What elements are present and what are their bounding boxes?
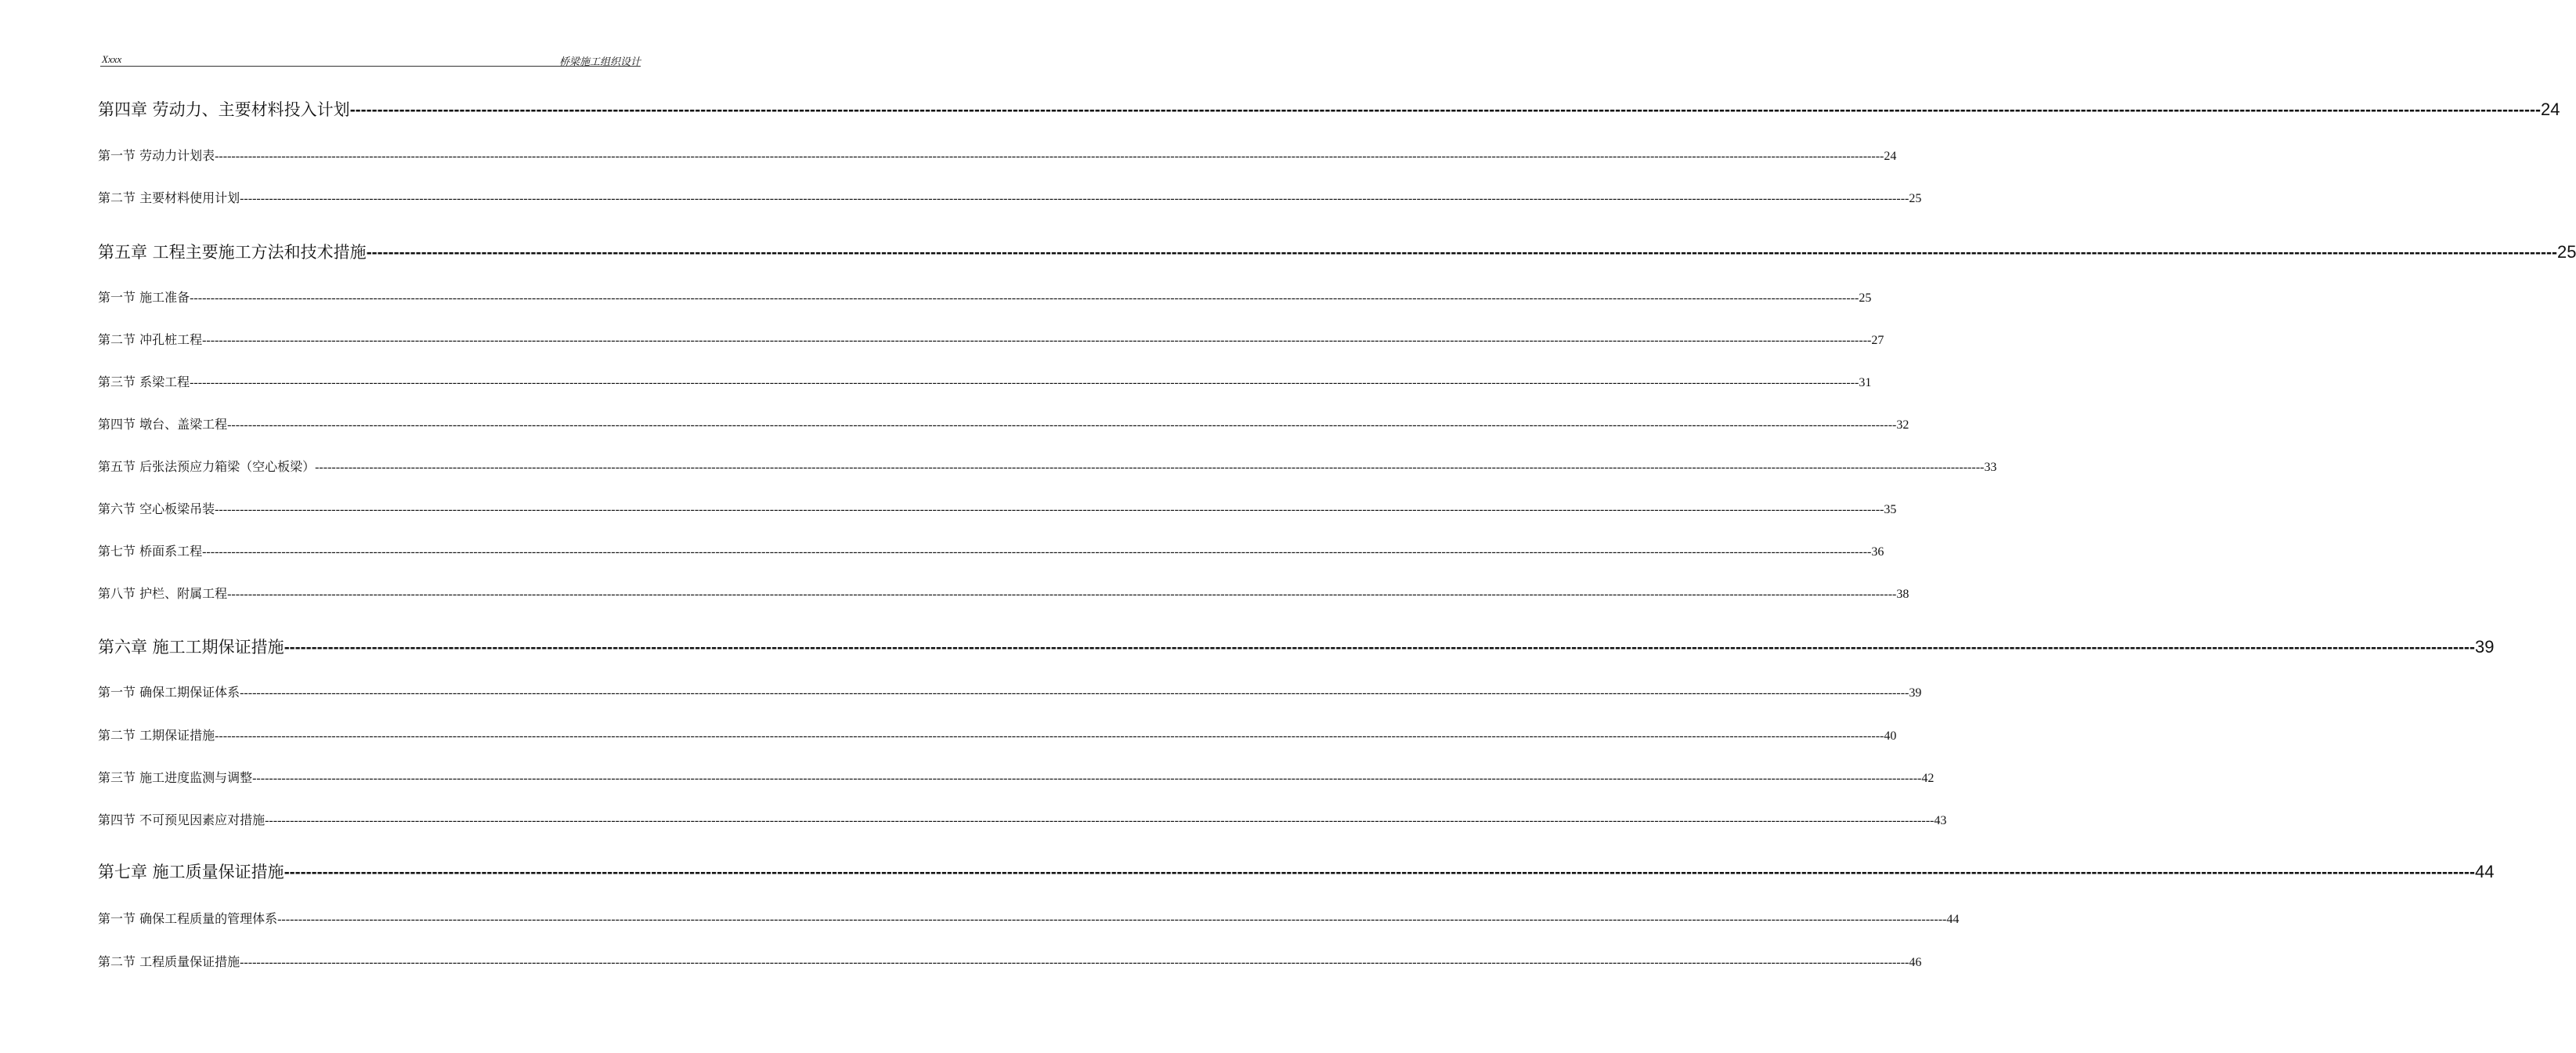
toc-entry-title: 第七节 桥面系工程: [98, 544, 203, 559]
toc-page-number: 39: [2474, 637, 2495, 657]
toc-page-number: 40: [1884, 729, 1897, 743]
toc-leader-dashes: ----------------------------------------------------------------------------------------------------------------------------------------------------------------------------------------------------------------------------------------------------------------------------------------------------------------------------------------------------------------------------------------------------------------: [252, 772, 1922, 785]
toc-chapter-entry[interactable]: [98, 240, 2576, 263]
toc-entry-title: 第七章 施工质量保证措施: [98, 863, 284, 881]
toc-entry-title: 第五章 工程主要施工方法和技术措施: [98, 243, 367, 262]
toc-entry-title: 第六章 施工工期保证措施: [98, 638, 284, 657]
header-document-title: 桥梁施工组织设计: [558, 56, 641, 67]
toc-section-entry[interactable]: [98, 330, 1884, 347]
toc-page-number: 42: [1921, 772, 1935, 785]
toc-leader-dashes: ----------------------------------------------------------------------------------------------------------------------------------------------------------------------------------------------------------------------------------------------------------------------------------------------------------------------------------------------------------------------------------------------------------------: [315, 461, 1985, 474]
toc-page-number: 32: [1896, 418, 1909, 432]
toc-leader-dashes: ----------------------------------------------------------------------------------------------------------------------------------------------------------------------------------------------------------------------------------------------------------------------------------------------------------------------------------------------------------------------------------------------------------------: [190, 376, 1859, 389]
toc-section-entry[interactable]: [98, 682, 1922, 700]
toc-entry-title: 第四章 劳动力、主要材料投入计划: [98, 100, 350, 119]
header-left-text: Xxxx: [102, 53, 122, 65]
toc-leader-dashes: ----------------------------------------------------------------------------------------------------------------------------------------------------------------------------------------------------------------------------------------------------------------------------------------------------------------------------------------------------------------------------------------------------------------: [349, 101, 2541, 119]
toc-leader-dashes: ----------------------------------------------------------------------------------------------------------------------------------------------------------------------------------------------------------------------------------------------------------------------------------------------------------------------------------------------------------------------------------------------------------------: [284, 639, 2475, 657]
toc-entry-title: 第一节 施工准备: [98, 290, 190, 305]
toc-entry-title: 第二节 工期保证措施: [98, 728, 215, 743]
toc-entry-title: 第一节 劳动力计划表: [98, 148, 215, 163]
toc-page-number: 25: [1909, 192, 1922, 205]
toc-page-number: 24: [1884, 150, 1897, 163]
toc-section-entry[interactable]: [98, 372, 1872, 389]
toc-page-number: 44: [2474, 862, 2495, 881]
page-header: [100, 53, 641, 67]
toc-section-entry[interactable]: [98, 952, 1922, 969]
toc-section-entry[interactable]: [98, 584, 1909, 601]
toc-chapter-entry[interactable]: [98, 635, 2495, 658]
toc-entry-title: 第四节 墩台、盖梁工程: [98, 417, 228, 432]
toc-section-entry[interactable]: [98, 810, 1947, 827]
toc-page-number: 25: [1859, 291, 1872, 305]
toc-page-number: 36: [1871, 545, 1884, 559]
toc-section-entry[interactable]: [98, 541, 1884, 559]
toc-leader-dashes: ----------------------------------------------------------------------------------------------------------------------------------------------------------------------------------------------------------------------------------------------------------------------------------------------------------------------------------------------------------------------------------------------------------------: [240, 956, 1909, 969]
toc-entry-title: 第二节 主要材料使用计划: [98, 190, 240, 205]
toc-entry-title: 第四节 不可预见因素应对措施: [98, 812, 266, 827]
toc-leader-dashes: ----------------------------------------------------------------------------------------------------------------------------------------------------------------------------------------------------------------------------------------------------------------------------------------------------------------------------------------------------------------------------------------------------------------: [202, 545, 1872, 559]
toc-page-number: 35: [1884, 503, 1897, 516]
toc-leader-dashes: ----------------------------------------------------------------------------------------------------------------------------------------------------------------------------------------------------------------------------------------------------------------------------------------------------------------------------------------------------------------------------------------------------------------: [240, 686, 1909, 700]
toc-section-entry[interactable]: [98, 499, 1897, 516]
toc-leader-dashes: ----------------------------------------------------------------------------------------------------------------------------------------------------------------------------------------------------------------------------------------------------------------------------------------------------------------------------------------------------------------------------------------------------------------: [202, 334, 1872, 347]
toc-page-number: 44: [1946, 913, 1960, 926]
toc-page-number: 25: [2556, 242, 2576, 262]
toc-page-number: 46: [1909, 956, 1922, 969]
toc-page-number: 27: [1871, 334, 1884, 347]
toc-entry-title: 第二节 冲孔桩工程: [98, 332, 203, 347]
toc-page-number: 24: [2540, 100, 2560, 119]
toc-leader-dashes: ----------------------------------------------------------------------------------------------------------------------------------------------------------------------------------------------------------------------------------------------------------------------------------------------------------------------------------------------------------------------------------------------------------------: [190, 291, 1859, 305]
toc-section-entry[interactable]: [98, 414, 1909, 432]
toc-section-entry[interactable]: [98, 146, 1897, 163]
toc-leader-dashes: ----------------------------------------------------------------------------------------------------------------------------------------------------------------------------------------------------------------------------------------------------------------------------------------------------------------------------------------------------------------------------------------------------------------: [227, 418, 1897, 432]
toc-page-number: 39: [1909, 686, 1922, 700]
toc-entry-title: 第三节 施工进度监测与调整: [98, 770, 253, 785]
toc-leader-dashes: ----------------------------------------------------------------------------------------------------------------------------------------------------------------------------------------------------------------------------------------------------------------------------------------------------------------------------------------------------------------------------------------------------------------: [284, 863, 2475, 881]
toc-section-entry[interactable]: [98, 909, 1960, 926]
toc-leader-dashes: ----------------------------------------------------------------------------------------------------------------------------------------------------------------------------------------------------------------------------------------------------------------------------------------------------------------------------------------------------------------------------------------------------------------: [277, 913, 1947, 926]
toc-section-entry[interactable]: [98, 188, 1922, 205]
toc-section-entry[interactable]: [98, 457, 1997, 474]
toc-section-entry[interactable]: [98, 768, 1935, 785]
toc-leader-dashes: ----------------------------------------------------------------------------------------------------------------------------------------------------------------------------------------------------------------------------------------------------------------------------------------------------------------------------------------------------------------------------------------------------------------: [265, 814, 1935, 827]
toc-leader-dashes: ----------------------------------------------------------------------------------------------------------------------------------------------------------------------------------------------------------------------------------------------------------------------------------------------------------------------------------------------------------------------------------------------------------------: [215, 150, 1884, 163]
toc-chapter-entry[interactable]: [98, 97, 2560, 121]
toc-leader-dashes: ----------------------------------------------------------------------------------------------------------------------------------------------------------------------------------------------------------------------------------------------------------------------------------------------------------------------------------------------------------------------------------------------------------------: [240, 192, 1909, 205]
toc-page-number: 31: [1859, 376, 1872, 389]
toc-entry-title: 第六节 空心板梁吊装: [98, 501, 215, 516]
toc-chapter-entry[interactable]: [98, 859, 2495, 883]
toc-page-number: 43: [1934, 814, 1947, 827]
toc-entry-title: 第二节 工程质量保证措施: [98, 954, 240, 969]
toc-leader-dashes: ----------------------------------------------------------------------------------------------------------------------------------------------------------------------------------------------------------------------------------------------------------------------------------------------------------------------------------------------------------------------------------------------------------------: [227, 588, 1897, 601]
toc-entry-title: 第八节 护栏、附属工程: [98, 586, 228, 601]
toc-entry-title: 第一节 确保工期保证体系: [98, 685, 240, 700]
toc-leader-dashes: ----------------------------------------------------------------------------------------------------------------------------------------------------------------------------------------------------------------------------------------------------------------------------------------------------------------------------------------------------------------------------------------------------------------: [215, 729, 1884, 743]
toc-entry-title: 第三节 系梁工程: [98, 375, 190, 389]
toc-entry-title: 第五节 后张法预应力箱梁（空心板梁）: [98, 459, 316, 474]
toc-section-entry[interactable]: [98, 288, 1872, 305]
toc-page-number: 33: [1984, 461, 1997, 474]
toc-leader-dashes: ----------------------------------------------------------------------------------------------------------------------------------------------------------------------------------------------------------------------------------------------------------------------------------------------------------------------------------------------------------------------------------------------------------------: [215, 503, 1884, 516]
toc-entry-title: 第一节 确保工程质量的管理体系: [98, 911, 278, 926]
toc-page-number: 38: [1896, 588, 1909, 601]
toc-leader-dashes: ----------------------------------------------------------------------------------------------------------------------------------------------------------------------------------------------------------------------------------------------------------------------------------------------------------------------------------------------------------------------------------------------------------------: [366, 244, 2557, 262]
toc-section-entry[interactable]: [98, 726, 1897, 743]
